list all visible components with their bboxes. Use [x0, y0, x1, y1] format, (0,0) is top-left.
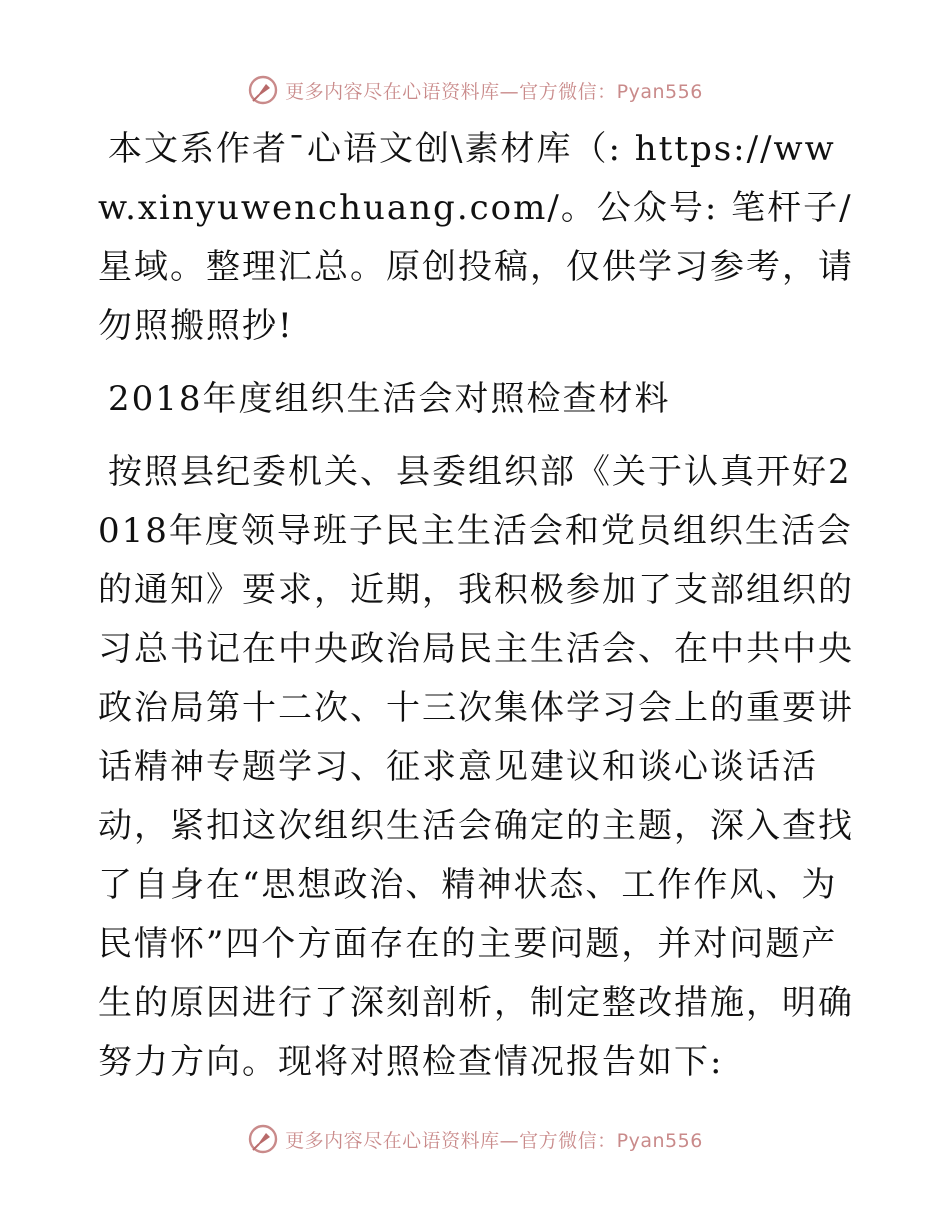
- document-title: 2018年度组织生活会对照检查材料: [108, 379, 671, 419]
- footer-watermark: [0, 1123, 950, 1155]
- watermark-text: 更多内容尽在心语资料库—官方微信：Pyan556: [285, 80, 703, 103]
- pen-nib-logo-icon: [247, 1123, 279, 1155]
- document-body: [98, 120, 858, 1092]
- pen-nib-logo-icon: [247, 74, 279, 106]
- watermark-text: 更多内容尽在心语资料库—官方微信：Pyan556: [285, 1129, 703, 1152]
- source-note: 本文系作者¯心语文创\素材库（: https://www.xinyuwenchuang.com/。公众号: 笔杆子/星域。整理汇总。原创投稿，仅供学习参考，请勿照搬照抄!: [98, 129, 854, 346]
- header-watermark: [0, 74, 950, 106]
- body-paragraph: 按照县纪委机关、县委组织部《关于认真开好2018年度领导班子民主生活会和党员组织生活会的通知》要求，近期，我积极参加了支部组织的习总书记在中央政治局民主生活会、在中共中央政治局第十二次、十三次集体学习会上的重要讲话精神专题学习、征求意见建议和谈心谈话活动，紧扣这次组织生活会确定的主题，深入查找了自身在“思想政治、精神状态、工作作风、为民情怀”四个方面存在的主要问题，并对问题产生的原因进行了深刻剖析，制定整改措施，明确努力方向。现将对照检查情况报告如下:: [98, 452, 854, 1082]
